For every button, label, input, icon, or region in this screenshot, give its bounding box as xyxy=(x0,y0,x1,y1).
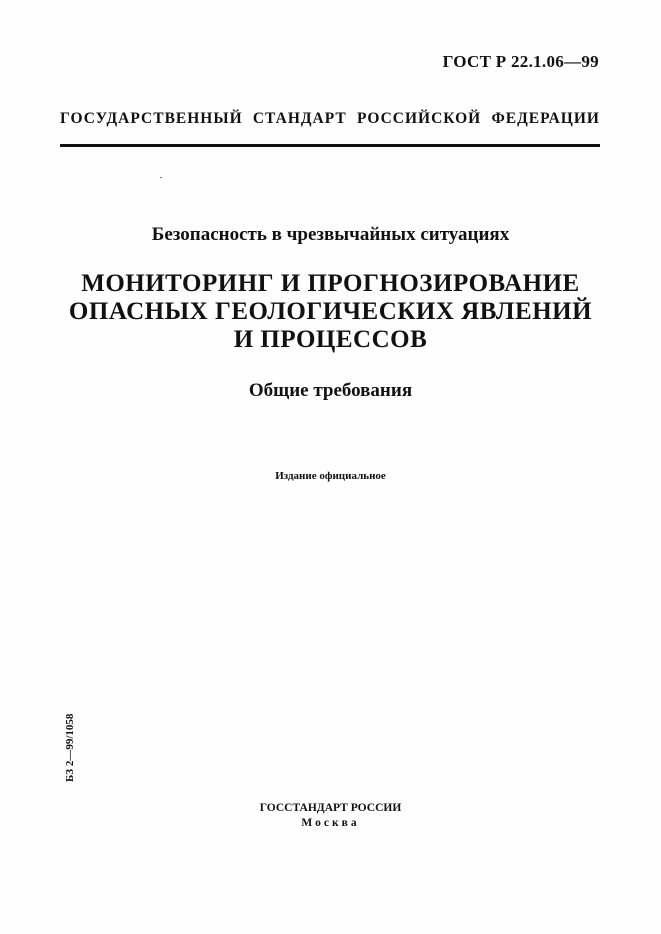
document-subtitle: Общие требования xyxy=(248,380,413,401)
document-title xyxy=(0,270,661,354)
edition-note: Издание официальное xyxy=(275,470,386,482)
document-subject: Безопасность в чрезвычайных ситуациях xyxy=(151,224,510,245)
header-divider xyxy=(60,144,600,147)
standard-word-1: ГОСУДАРСТВЕННЫЙ xyxy=(60,110,243,127)
publisher-block xyxy=(0,801,661,831)
standard-header xyxy=(60,110,600,128)
publisher-name: ГОССТАНДАРТ РОССИИ xyxy=(259,802,402,814)
standard-word-4: ФЕДЕРАЦИИ xyxy=(491,110,600,127)
side-catalog-code: БЗ 2—99/1058 xyxy=(64,713,76,782)
publisher-city: Москва xyxy=(301,817,360,829)
title-line-2: ОПАСНЫХ ГЕОЛОГИЧЕСКИХ ЯВЛЕНИЙ xyxy=(68,298,593,325)
title-line-1: МОНИТОРИНГ И ПРОГНОЗИРОВАНИЕ xyxy=(81,270,580,297)
standard-word-2: СТАНДАРТ xyxy=(252,110,347,127)
standard-word-3: РОССИЙСКОЙ xyxy=(356,110,482,127)
speck xyxy=(160,177,162,178)
gost-code: ГОСТ Р 22.1.06—99 xyxy=(442,52,599,71)
title-line-3: И ПРОЦЕССОВ xyxy=(233,326,428,353)
